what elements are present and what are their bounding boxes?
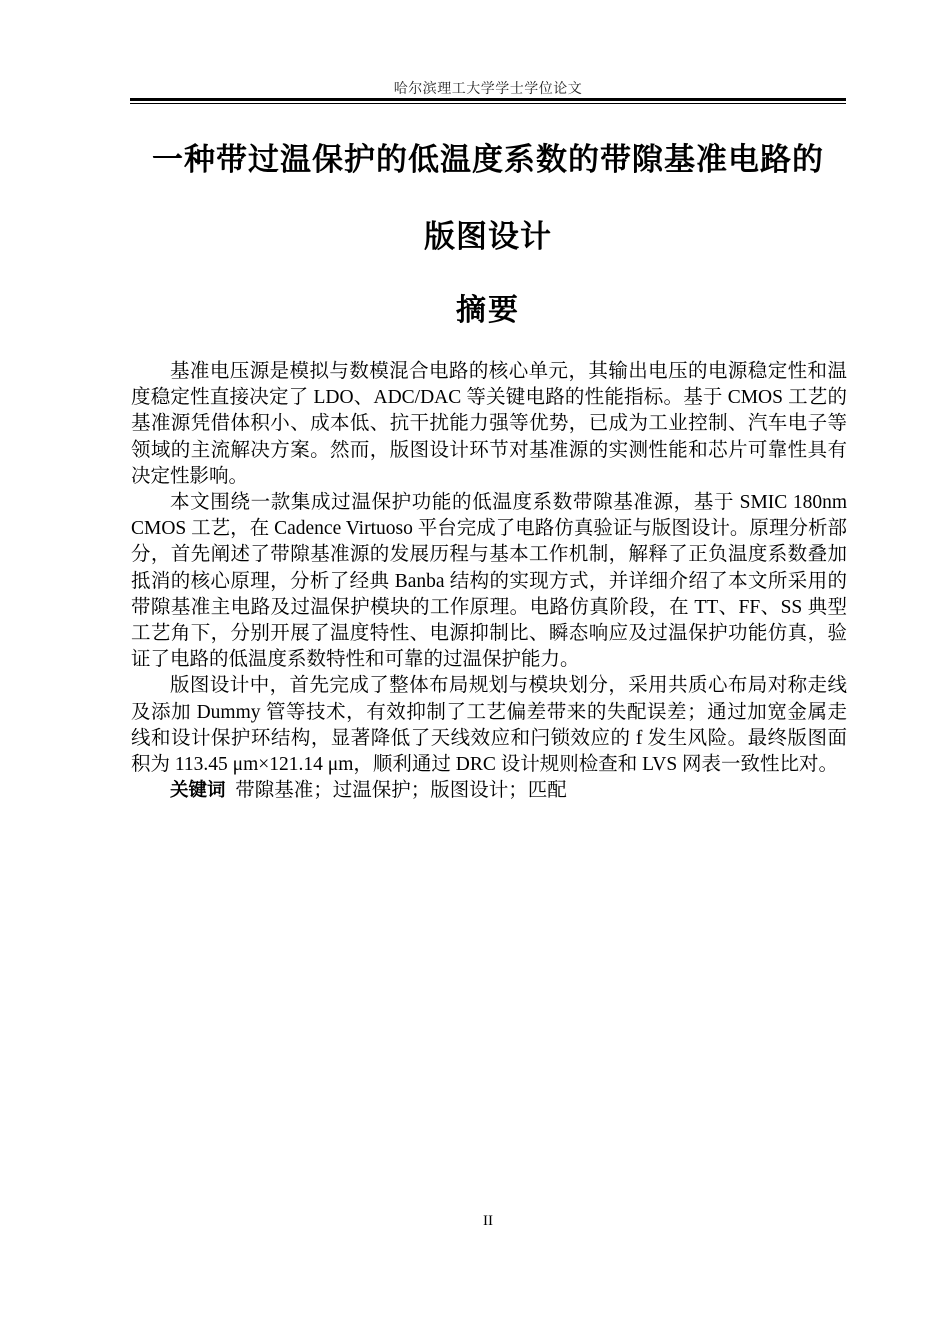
abstract-paragraph: 版图设计中，首先完成了整体布局规划与模块划分，采用共质心布局对称走线及添加 Dummy 管等技术，有效抑制了工艺偏差带来的失配误差；通过加宽金属走线和设计保护环结构，显著降低了天线效应和闩锁效应的 f 发生风险。最终版图面积为 113.45 μm×121.14 μm，顺利通过 DRC 设计规则检查和 LVS 网表一致性比对。	[131, 675, 847, 776]
page-number: II	[483, 1213, 493, 1229]
keywords-label: 关键词	[170, 780, 226, 802]
keywords-value: 带隙基准；过温保护；版图设计；匹配	[235, 780, 567, 802]
abstract-heading: 摘要	[456, 293, 520, 328]
running-header: 哈尔滨理工大学学士学位论文	[393, 82, 583, 97]
abstract-paragraph: 基准电压源是模拟与数模混合电路的核心单元，其输出电压的电源稳定性和温度稳定性直接决定了 LDO、ADC/DAC 等关键电路的性能指标。基于 CMOS 工艺的基准源凭借体积小、成本低、抗干扰能力强等优势，已成为工业控制、汽车电子等领域的主流解决方案。然而，版图设计环节对基准源的实测性能和芯片可靠性具有决定性影响。	[131, 361, 847, 487]
thesis-title-line-2: 版图设计	[424, 219, 552, 255]
thesis-title-line-1: 一种带过温保护的低温度系数的带隙基准电路的	[152, 142, 824, 178]
keywords-line	[131, 778, 847, 804]
header-rule	[130, 98, 846, 101]
header-rule-thin	[130, 103, 846, 104]
abstract-paragraph: 本文围绕一款集成过温保护功能的低温度系数带隙基准源，基于 SMIC 180nm CMOS 工艺，在 Cadence Virtuoso 平台完成了电路仿真验证与版图设计。原理分析部分，首先阐述了带隙基准源的发展历程与基本工作机制，解释了正负温度系数叠加抵消的核心原理，分析了经典 Banba 结构的实现方式，并详细介绍了本文所采用的带隙基准主电路及过温保护模块的工作原理。电路仿真阶段，在 TT、FF、SS 典型工艺角下，分别开展了温度特性、电源抑制比、瞬态响应及过温保护功能仿真，验证了电路的低温度系数特性和可靠的过温保护能力。	[131, 492, 847, 671]
abstract-body	[131, 359, 847, 804]
